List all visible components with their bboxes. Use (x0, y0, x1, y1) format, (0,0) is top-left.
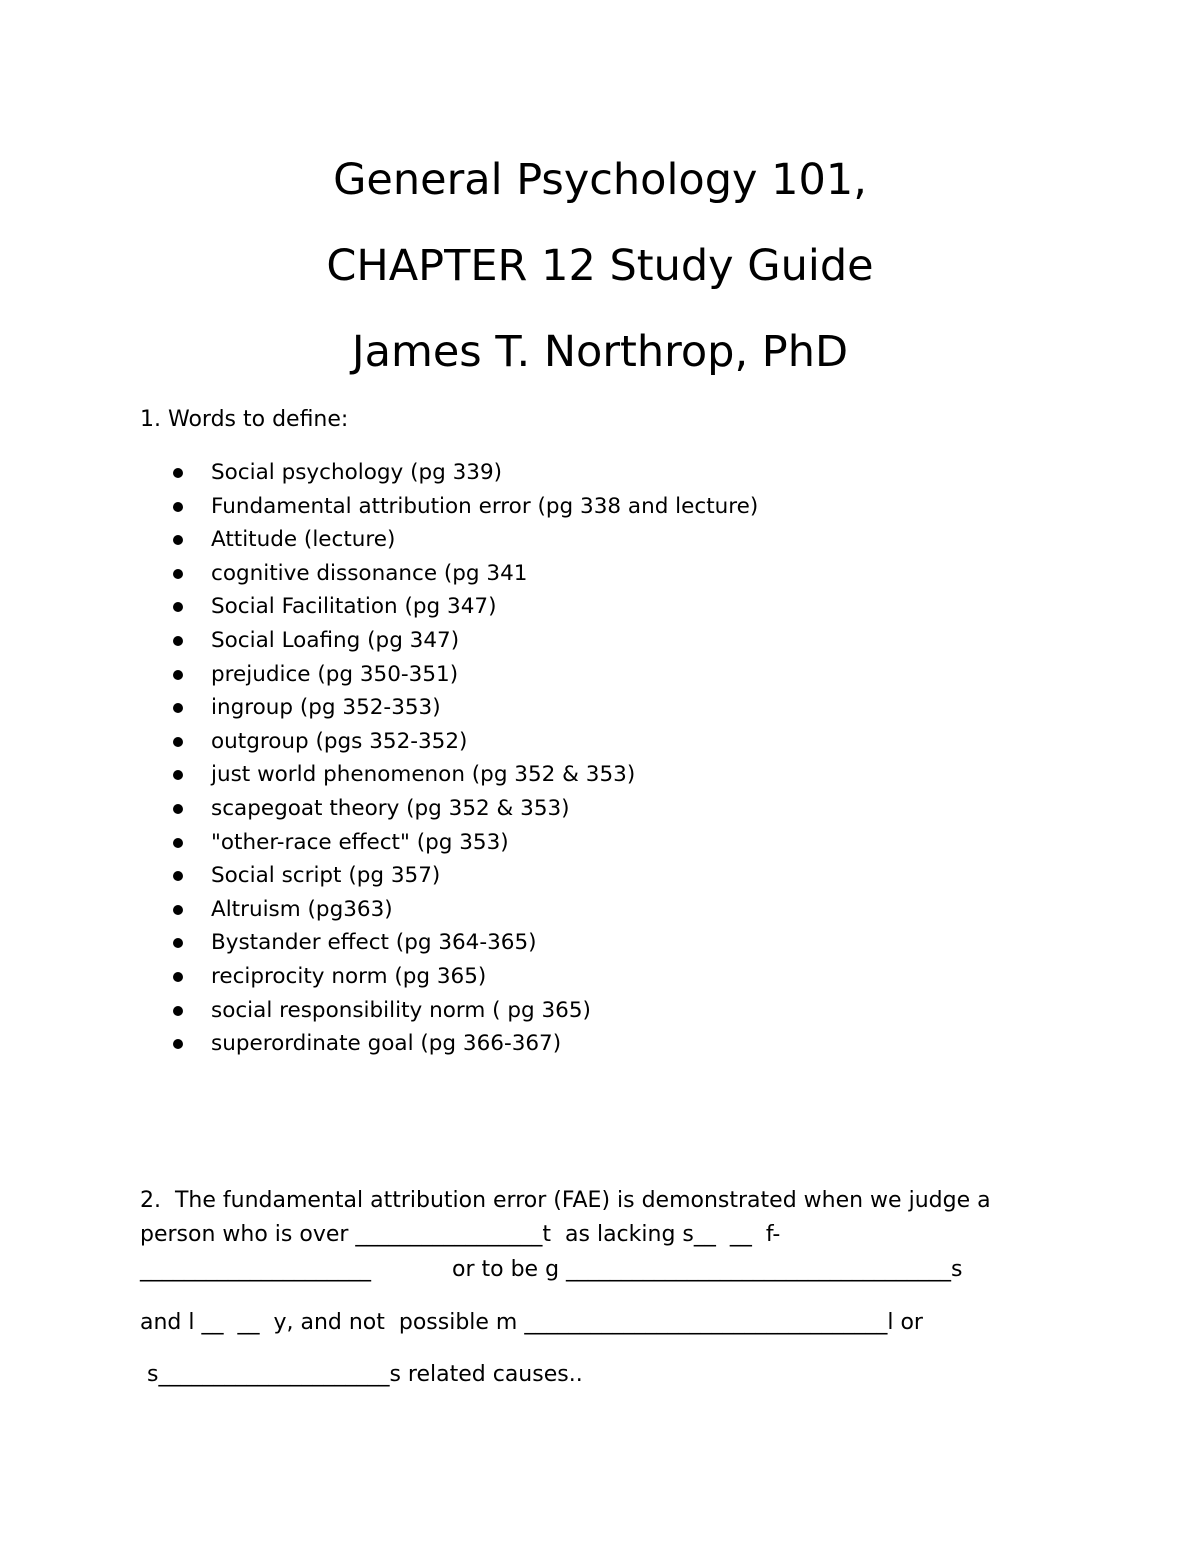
term-list-item (0, 859, 1200, 893)
bullet-icon (173, 737, 183, 747)
bullet-icon (173, 1039, 183, 1049)
term-list-item (0, 691, 1200, 725)
question-2-line-4: and l __ __ y, and not possible m _________________________________l or (140, 1310, 923, 1335)
term-list-item (0, 725, 1200, 759)
term-text: cognitive dissonance (pg 341 (211, 560, 528, 586)
term-list-item (0, 523, 1200, 557)
term-list-item (0, 758, 1200, 792)
author-name: James T. Northrop, PhD (351, 327, 849, 377)
term-text: superordinate goal (pg 366-367) (211, 1031, 562, 1057)
chapter-title: CHAPTER 12 Study Guide (326, 241, 874, 291)
bullet-icon (173, 636, 183, 646)
question-2-line-5: s_____________________s related causes.. (147, 1362, 583, 1387)
term-text: "other-race effect" (pg 353) (211, 829, 509, 855)
term-list-item (0, 893, 1200, 927)
bullet-icon (173, 838, 183, 848)
bullet-icon (173, 938, 183, 948)
bullet-icon (173, 1006, 183, 1016)
bullet-icon (173, 535, 183, 545)
question-2-line-3-blank: _____________________ (140, 1257, 371, 1282)
words-to-define-heading: 1. Words to define: (140, 407, 349, 432)
term-list-item (0, 994, 1200, 1028)
term-text: Altruism (pg363) (211, 896, 393, 922)
term-list-item (0, 624, 1200, 658)
terms-list (0, 456, 1200, 1061)
term-list-item (0, 658, 1200, 692)
term-text: reciprocity norm (pg 365) (211, 963, 487, 989)
term-list-item (0, 490, 1200, 524)
question-2-line-3: or to be g ___________________________________s (452, 1257, 963, 1282)
term-list-item (0, 792, 1200, 826)
bullet-icon (173, 804, 183, 814)
term-text: outgroup (pgs 352-352) (211, 728, 468, 754)
term-list-item (0, 1027, 1200, 1061)
bullet-icon (173, 569, 183, 579)
term-text: prejudice (pg 350-351) (211, 661, 459, 687)
term-text: Social psychology (pg 339) (211, 460, 503, 485)
bullet-icon (173, 502, 183, 512)
term-list-item (0, 590, 1200, 624)
bullet-icon (173, 468, 183, 478)
term-text: Attitude (lecture) (211, 527, 396, 553)
bullet-icon (173, 670, 183, 680)
term-text: Social Facilitation (pg 347) (211, 594, 497, 620)
term-text: Social script (pg 357) (211, 863, 441, 889)
bullet-icon (173, 972, 183, 982)
term-text: Bystander effect (pg 364-365) (211, 930, 537, 956)
bullet-icon (173, 602, 183, 612)
term-list-item (0, 960, 1200, 994)
course-title: General Psychology 101, (333, 155, 867, 205)
term-list-item (0, 926, 1200, 960)
bullet-icon (173, 905, 183, 915)
bullet-icon (173, 703, 183, 713)
term-text: Social Loafing (pg 347) (211, 627, 460, 653)
term-text: scapegoat theory (pg 352 & 353) (211, 795, 570, 821)
question-2-line-2: person who is over _________________t as lacking s__ __ f- (140, 1222, 781, 1247)
bullet-icon (173, 871, 183, 881)
term-list-item (0, 557, 1200, 591)
term-list-item (0, 456, 1200, 490)
term-text: social responsibility norm ( pg 365) (211, 997, 591, 1023)
term-text: just world phenomenon (pg 352 & 353) (211, 762, 636, 788)
question-2-line-1: 2. The fundamental attribution error (FAE) is demonstrated when we judge a (140, 1188, 991, 1213)
term-text: ingroup (pg 352-353) (211, 695, 441, 721)
term-text: Fundamental attribution error (pg 338 and lecture) (211, 493, 759, 519)
term-list-item (0, 826, 1200, 860)
bullet-icon (173, 770, 183, 780)
